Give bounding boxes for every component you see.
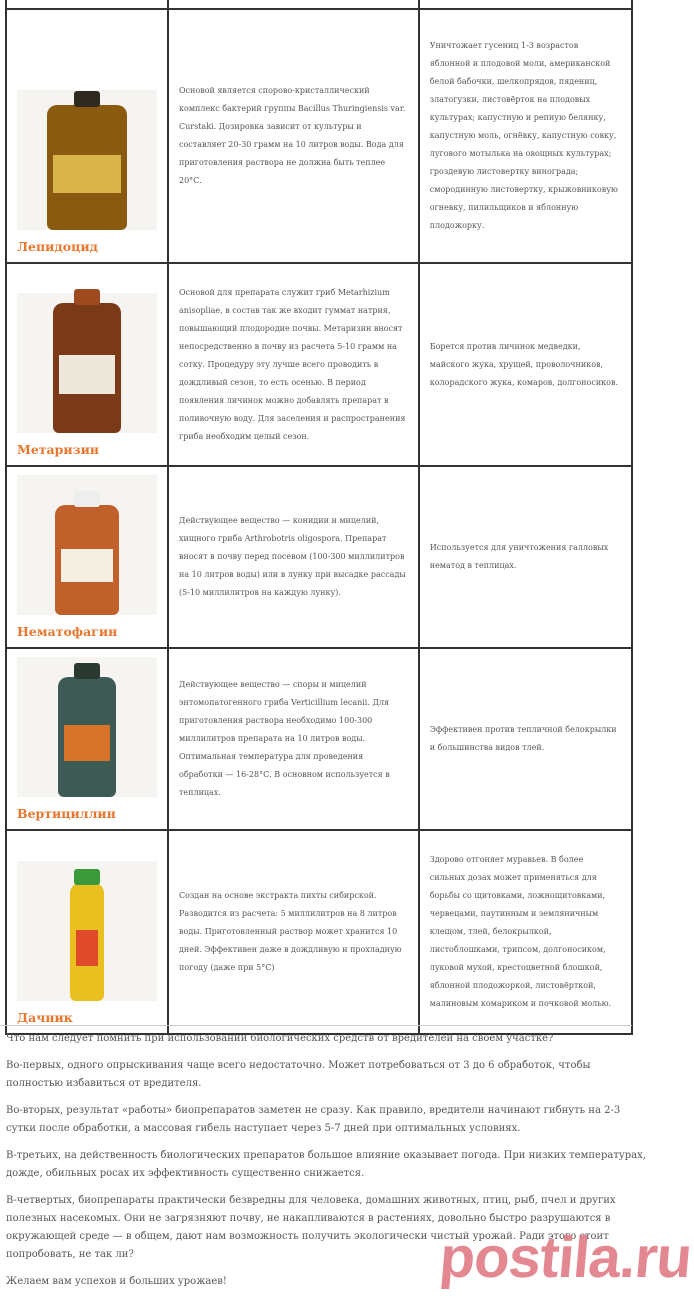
table-row	[6, 648, 632, 830]
product-usage: Эффективен против тепличной белокрылки и большинства видов тлей.	[419, 648, 632, 830]
paragraph: Что нам следует помнить при использовании биологических средств от вредителей на своем участке?	[6, 1033, 554, 1044]
product-cell	[6, 466, 168, 648]
bottle-icon	[47, 105, 127, 230]
product-description: Основой для препарата служит гриб Metarhizium anisopliae, в состав так же входит гуммат натрия, повышающий плодородие почвы. Метаризин вносят непосредственно в почву из расчета 5-10 грамм на сотку. Процедуру эту лучше всего проводить в дождливый сезон, то есть осенью. В период появления личинок можно добавлять препарат в поливочную воду. Для заселения и распространения гриба необходим целый сезон.	[168, 263, 419, 466]
paragraph: В-четвертых, биопрепараты практически безвредны для человека, домашних животных, птиц, рыб, пчел и других полезных насекомых. Они не загрязняют почву, не накапливаются в растениях, довольно быстро разрушаются в окружающей среде — в общем, дают нам возможность получить экологически чистый урожай. Ради этого стоит попробовать, не так ли?	[6, 1195, 616, 1260]
paragraph: Во-первых, одного опрыскивания чаще всего недостаточно. Может потребоваться от 3 до 6 обработок, чтобы полностью избавиться от вредителя.	[6, 1060, 591, 1089]
paragraph: Желаем вам успехов и больших урожаев!	[6, 1276, 227, 1287]
product-cell	[6, 263, 168, 466]
product-name: Метаризин	[17, 442, 100, 457]
product-cell	[6, 9, 168, 263]
header-row-cut	[6, 0, 632, 9]
product-image	[17, 475, 157, 615]
biopreparations-table	[5, 0, 633, 1035]
table-row	[6, 263, 632, 466]
product-description: Создан на основе экстракта пихты сибирской. Разводится из расчета: 5 миллилитров на 8 литров воды. Приготовленный раствор может хранится 10 дней. Эффективен даже в дождливую и прохладную погоду (даже при 5°С)	[168, 830, 419, 1034]
product-usage: Здорово отгоняет муравьев. В более сильных дозах может применяться для борьбы со щитовками, ложнощитовками, червецами, паутинным и земляничным клещом, тлей, белокрылкой, листоблошками, трипсом, долгоносиком, луковой мухой, крестоцветной блошкой, яблонной плодожоркой, листовёрткой, малиновым комариком и почковой молью.	[419, 830, 632, 1034]
product-usage: Борется против личинок медведки, майского жука, хрущей, проволочников, колорадского жука, комаров, долгоносиков.	[419, 263, 632, 466]
bottle-icon	[53, 303, 121, 433]
product-usage: Уничтожает гусениц 1-3 возрастов яблонной и плодовой моли, американской белой бабочки, шелкопрядов, пядениц, златогузки, листовёрток на плодовых культурах; капустную и репную белянку, капустную моль, огнёвку, капустную совку, лугового мотылька на овощных культурах; гроздевую листовертку винограда; смородинную листовертку, крыжовниковую огневку, пилильщиков и яблонную плодожорку.	[419, 9, 632, 263]
paragraph: Во-вторых, результат «работы» биопрепаратов заметен не сразу. Как правило, вредители начинают гибнуть на 2-3 сутки после обработки, а массовая гибель наступает через 5-7 дней при оптимальных условиях.	[6, 1105, 621, 1134]
product-name: Лепидоцид	[17, 239, 98, 254]
table-row	[6, 9, 632, 263]
product-cell	[6, 648, 168, 830]
product-name: Нематофагин	[17, 624, 118, 639]
product-usage: Используется для уничтожения галловых нематод в теплицах.	[419, 466, 632, 648]
bottle-icon	[58, 677, 116, 797]
bottle-icon	[70, 883, 104, 1001]
product-description: Действующее вещество — споры и мицелий энтомопатогенного гриба Verticillium lecanii. Для приготовления раствора необходимо 100-300 миллилитров препарата на 10 литров воды. Оптимальная температура для проведения обработки — 16-28°С. В основном используется в теплицах.	[168, 648, 419, 830]
product-image	[17, 293, 157, 433]
table-row	[6, 466, 632, 648]
product-description: Действующее вещество — конидии и мицелий, хищного гриба Arthrobotris oligospora. Препарат вносят в почву перед посевом (100-300 миллилитров на 10 литров воды) или в лунку при высадке рассады (5-10 миллилитров на каждую лунку).	[168, 466, 419, 648]
divider	[0, 1025, 632, 1026]
product-name: Вертициллин	[17, 806, 116, 821]
product-cell	[6, 830, 168, 1034]
product-name: Дачник	[17, 1010, 73, 1025]
product-description: Основой является спорово-кристаллический комплекс бактерий группы Bacillus Thuringiensis var. Curstaki. Дозировка зависит от культуры и составляет 20-30 грамм на 10 литров воды. Вода для приготовления раствора не должна быть теплее 20°С.	[168, 9, 419, 263]
bottle-icon	[55, 505, 119, 615]
product-image	[17, 861, 157, 1001]
product-image	[17, 90, 157, 230]
paragraph: В-третьих, на действенность биологических препаратов большое влияние оказывает погода. При низких температурах, дожде, обильных росах их эффективность существенно снижается.	[6, 1150, 646, 1179]
table-row	[6, 830, 632, 1034]
watermark-logo: postila.ru	[437, 1225, 694, 1290]
product-image	[17, 657, 157, 797]
